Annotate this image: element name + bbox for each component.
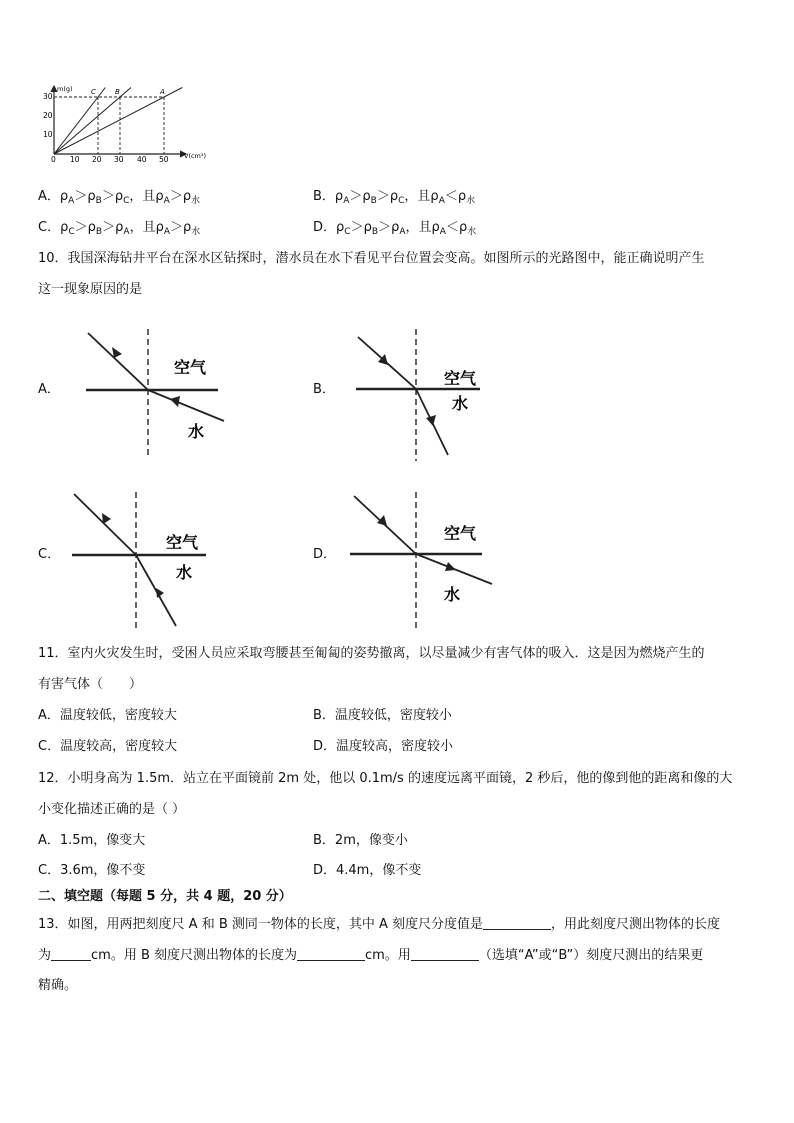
q10-diagram-c[interactable]: [66, 488, 226, 634]
subscript: A: [163, 196, 170, 206]
rho-symbol: ρ: [155, 189, 164, 204]
subscript: A: [399, 227, 406, 237]
q10-diagram-d[interactable]: [346, 488, 506, 634]
q11-option-c[interactable]: C．温度较高，密度较大: [38, 739, 178, 754]
ray-in-air: [88, 333, 148, 390]
subscript: B: [95, 227, 103, 237]
water-label: 水: [452, 394, 469, 413]
arrow-head-icon: [377, 515, 387, 526]
subscript: C: [123, 196, 130, 206]
q10-option-c-label[interactable]: C．: [38, 547, 61, 562]
rho-symbol: ρ: [59, 189, 69, 204]
air-label: 空气: [444, 369, 477, 388]
subscript: B: [370, 196, 377, 206]
q9-option-c[interactable]: [38, 221, 200, 237]
ray-in-water: [148, 390, 224, 421]
arrow-head-icon: [102, 513, 111, 524]
subscript: A: [343, 196, 350, 206]
rho-symbol: ρ: [336, 220, 345, 235]
relation: ＞: [102, 220, 116, 235]
line-label-b: B: [115, 88, 120, 96]
relation: ＞: [350, 220, 364, 235]
water-label: 水: [176, 563, 193, 582]
q12-stem-line2: 小变化描述正确的是（ ）: [38, 802, 186, 817]
relation: ＜: [445, 220, 459, 235]
conjunction: ，且: [129, 189, 156, 204]
y-tick-20: 20: [43, 111, 53, 120]
relation: ＞: [378, 220, 392, 235]
q11-option-d[interactable]: D．温度较高，密度较小: [313, 739, 454, 754]
q10-stem-line2: 这一现象原因的是: [38, 282, 143, 297]
y-axis-label: m(g): [57, 85, 73, 93]
rho-symbol: ρ: [363, 220, 372, 235]
q10-option-a-label[interactable]: A．: [38, 382, 60, 397]
q13-text: cm。用: [365, 948, 411, 963]
q10-option-b-label[interactable]: B．: [313, 382, 335, 397]
water-label: 水: [444, 585, 461, 604]
ray-in-water: [136, 555, 176, 626]
q12-option-b[interactable]: B．2m，像变小: [313, 833, 408, 848]
q12-stem-line1: 12．小明身高为 1.5m．站立在平面镜前 2m 处，他以 0.1m/s 的速度远离平面镜，2 秒后，他的像到他的距离和像的大: [38, 771, 733, 786]
answer-blank[interactable]: [51, 948, 91, 961]
q9-option-a[interactable]: [38, 190, 200, 206]
relation: ＞: [169, 189, 183, 204]
subscript: A: [438, 196, 445, 206]
rho-symbol: ρ: [389, 189, 399, 204]
subscript: C: [398, 196, 405, 206]
option-letter: C．: [38, 220, 61, 235]
q11-option-a[interactable]: A．温度较低，密度较大: [38, 708, 177, 723]
line-label-a: A: [160, 88, 165, 96]
option-letter: A．: [38, 189, 60, 204]
subscript: A: [68, 196, 75, 206]
q11-option-b[interactable]: B．温度较低，密度较小: [313, 708, 452, 723]
air-label: 空气: [166, 533, 199, 552]
q13-text: 13．如图，用两把刻度尺 A 和 B 测同一物体的长度，其中 A 刻度尺分度值是: [38, 917, 484, 932]
rho-symbol: ρ: [87, 220, 96, 235]
q10-option-d-label[interactable]: D．: [313, 547, 337, 562]
x-tick-10: 10: [70, 155, 80, 164]
q10-diagram-a[interactable]: [80, 325, 240, 461]
relation: ＞: [74, 189, 88, 204]
ray-in-air: [74, 494, 136, 555]
relation: ＞: [74, 220, 88, 235]
arrow-head-icon: [170, 396, 180, 407]
section-heading: 二、填空题（每题 5 分，共 4 题，20 分）: [38, 889, 292, 904]
line-label-c: C: [91, 88, 96, 96]
rho-symbol: ρ: [183, 220, 192, 235]
subscript: A: [439, 227, 446, 237]
q9-option-b[interactable]: [313, 190, 475, 206]
subscript: B: [371, 227, 379, 237]
rho-symbol: ρ: [430, 189, 439, 204]
rho-symbol: ρ: [114, 189, 124, 204]
q13-line2: [38, 948, 703, 962]
rho-symbol: ρ: [431, 220, 440, 235]
conjunction: ，且: [404, 189, 431, 204]
conjunction: ，且: [405, 220, 432, 235]
q13-line1: [38, 917, 720, 931]
answer-blank[interactable]: [483, 917, 551, 930]
q13-line3: 精确。: [38, 978, 78, 993]
series-line-b: [54, 88, 131, 155]
water-label: 水: [188, 422, 205, 441]
rho-symbol: ρ: [457, 189, 467, 204]
conjunction: ，且: [129, 220, 156, 235]
relation: ＞: [376, 189, 390, 204]
q10-stem-line1: 10．我国深海钻井平台在深水区钻探时，潜水员在水下看见平台位置会变高。如图所示的光路图中，能正确说明产生: [38, 251, 705, 266]
option-letter: B．: [313, 189, 335, 204]
rho-symbol: ρ: [115, 220, 124, 235]
answer-blank[interactable]: [411, 948, 479, 961]
air-label: 空气: [174, 358, 207, 377]
subscript: C: [344, 227, 351, 237]
rho-symbol: ρ: [87, 189, 96, 204]
y-tick-10: 10: [43, 130, 53, 139]
rho-symbol: ρ: [334, 189, 344, 204]
rho-symbol: ρ: [362, 189, 371, 204]
arrow-head-icon: [426, 415, 436, 426]
subscript: A: [163, 227, 171, 237]
x-tick-30: 30: [114, 155, 124, 164]
q9-option-d[interactable]: [313, 221, 476, 237]
x-tick-0: 0: [51, 155, 56, 164]
relation: ＞: [349, 189, 363, 204]
rho-symbol: ρ: [458, 220, 468, 235]
x-tick-50: 50: [159, 155, 169, 164]
subscript: 水: [467, 227, 477, 237]
q13-text: cm。用 B 刻度尺测出物体的长度为: [91, 948, 298, 963]
relation: ＜: [444, 189, 458, 204]
q11-stem-line1: 11．室内火灾发生时，受困人员应采取弯腰甚至匍匐的姿势撤离，以尽量减少有害气体的吸入．这是因为燃烧产生的: [38, 646, 705, 661]
q12-option-a[interactable]: A．1.5m，像变大: [38, 833, 146, 848]
x-tick-20: 20: [92, 155, 102, 164]
x-tick-40: 40: [137, 155, 147, 164]
q13-text: ，用此刻度尺测出物体的长度: [551, 917, 721, 932]
subscript: 水: [191, 196, 201, 206]
q12-option-c[interactable]: C．3.6m，像不变: [38, 863, 146, 878]
rho-symbol: ρ: [60, 220, 69, 235]
subscript: B: [95, 196, 102, 206]
q13-text: 为: [38, 948, 52, 963]
y-tick-30: 30: [43, 92, 53, 101]
relation: ＞: [170, 220, 184, 235]
subscript: 水: [191, 227, 201, 237]
q10-diagram-b[interactable]: [350, 325, 510, 465]
x-axis-label: V(cm³): [184, 152, 207, 160]
option-letter: D．: [313, 220, 337, 235]
subscript: 水: [466, 196, 476, 206]
rho-symbol: ρ: [391, 220, 400, 235]
q11-stem-line2: 有害气体（ ）: [38, 677, 143, 692]
relation: ＞: [101, 189, 115, 204]
subscript: A: [123, 227, 130, 237]
series-line-a: [54, 88, 182, 155]
q13-text: （选填“A”或“B”）刻度尺测出的结果更: [478, 948, 704, 963]
arrow-head-icon: [445, 562, 456, 571]
rho-symbol: ρ: [182, 189, 192, 204]
air-label: 空气: [444, 524, 477, 543]
answer-blank[interactable]: [297, 948, 365, 961]
mass-volume-graph: [34, 82, 214, 164]
rho-symbol: ρ: [155, 220, 164, 235]
subscript: C: [68, 227, 75, 237]
q12-option-d[interactable]: D．4.4m，像不变: [313, 863, 422, 878]
